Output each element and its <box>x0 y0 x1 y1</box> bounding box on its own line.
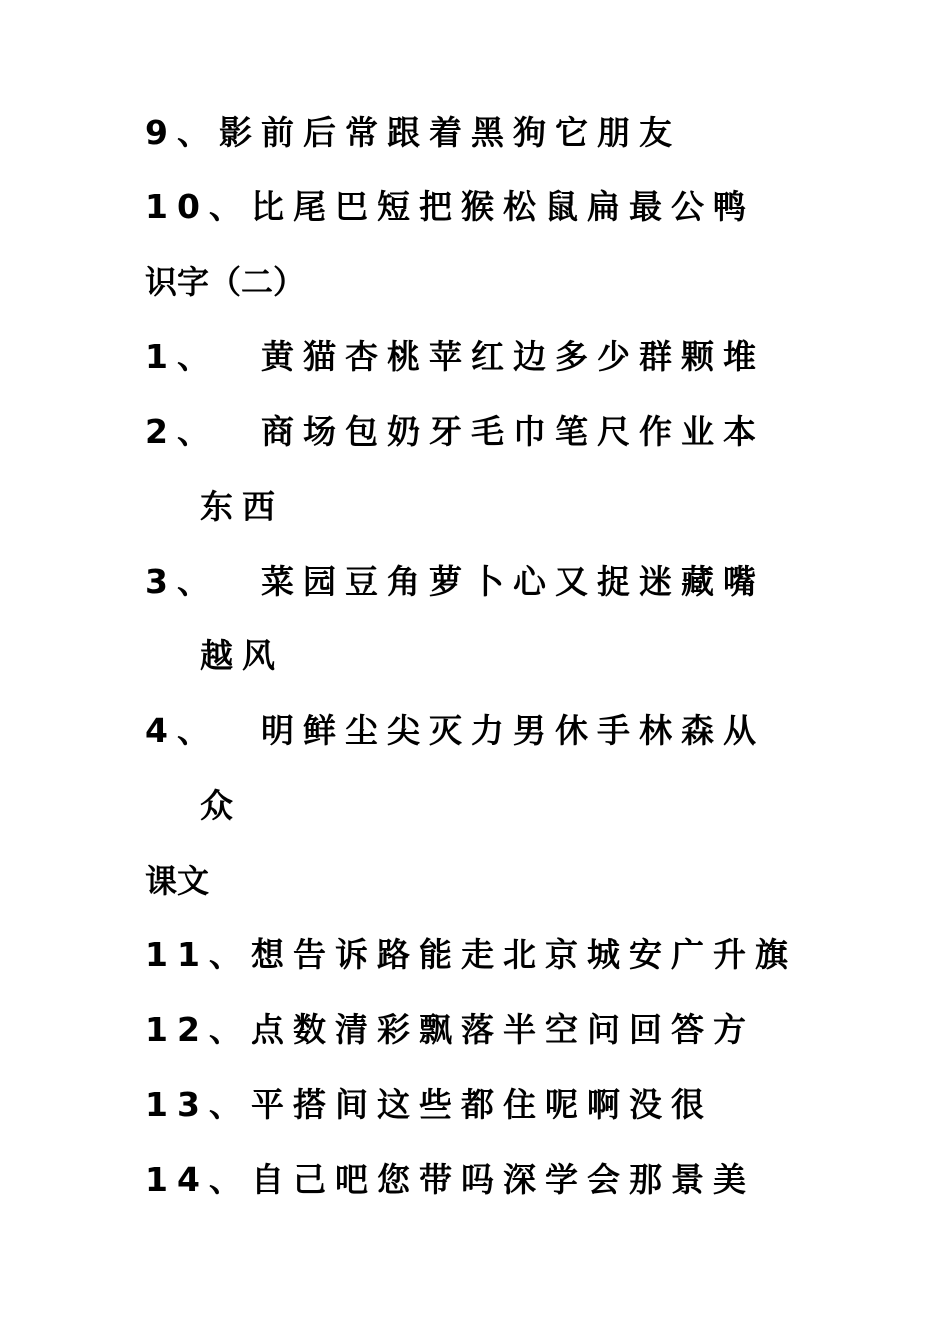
lesson-number: 1、 <box>145 337 219 376</box>
lesson-10-line <box>145 187 755 227</box>
lesson-number: 11、 <box>145 935 251 974</box>
literacy-3-line <box>145 562 765 602</box>
lesson-characters: 点数清彩飘落半空问回答方 <box>250 1010 755 1049</box>
lesson-14-line <box>145 1160 755 1200</box>
lesson-number: 2、 <box>145 412 219 451</box>
lesson-number: 4、 <box>145 711 219 750</box>
section-heading-literacy-2: 识字（二） <box>145 263 306 301</box>
lesson-13-line <box>145 1085 713 1125</box>
lesson-12-line <box>145 1010 755 1050</box>
lesson-number: 10、 <box>145 187 251 226</box>
lesson-characters: 菜园豆角萝卜心又捉迷藏嘴 <box>260 562 765 601</box>
literacy-4-line <box>145 711 765 751</box>
lesson-characters: 明鲜尘尖灭力男休手林森从 <box>260 711 765 750</box>
literacy-2-line <box>145 412 765 452</box>
lesson-characters: 影前后常跟着黑狗它朋友 <box>218 113 681 152</box>
lesson-characters: 平搭间这些都住呢啊没很 <box>250 1085 713 1124</box>
lesson-number: 12、 <box>145 1010 251 1049</box>
literacy-2-continuation: 东西 <box>200 487 284 526</box>
lesson-number: 3、 <box>145 562 219 601</box>
lesson-characters: 比尾巴短把猴松鼠扁最公鸭 <box>250 187 755 226</box>
section-heading-texts: 课文 <box>145 862 210 900</box>
lesson-9-line <box>145 113 681 153</box>
lesson-characters: 自己吧您带吗深学会那景美 <box>250 1160 755 1199</box>
lesson-11-line <box>145 935 797 975</box>
lesson-number: 9、 <box>145 113 219 152</box>
literacy-4-continuation: 众 <box>200 786 242 825</box>
lesson-number: 13、 <box>145 1085 251 1124</box>
literacy-3-continuation: 越风 <box>200 636 284 675</box>
lesson-characters: 商场包奶牙毛巾笔尺作业本 <box>260 412 765 451</box>
lesson-number: 14、 <box>145 1160 251 1199</box>
lesson-characters: 黄猫杏桃苹红边多少群颗堆 <box>260 337 765 376</box>
literacy-1-line <box>145 337 765 377</box>
lesson-characters: 想告诉路能走北京城安广升旗 <box>250 935 797 974</box>
